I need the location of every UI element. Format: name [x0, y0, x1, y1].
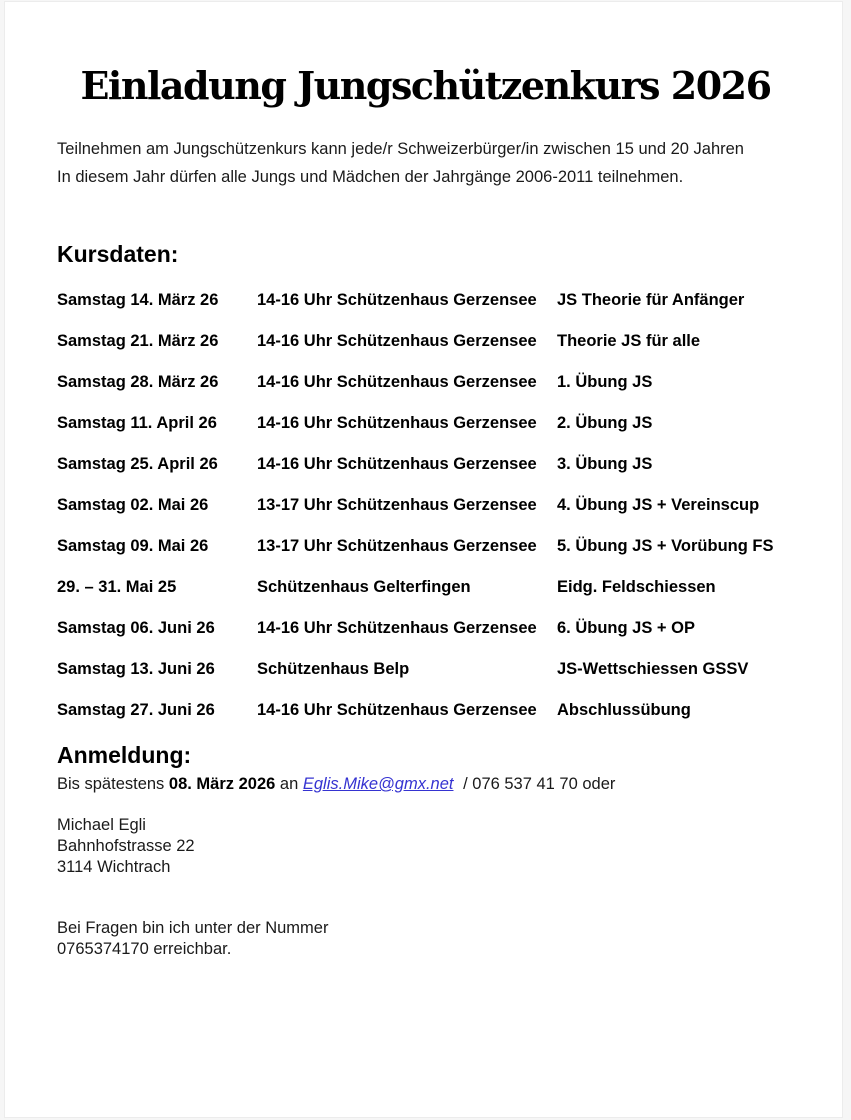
course-time-place: 14-16 Uhr Schützenhaus Gerzensee — [257, 332, 537, 350]
course-time-place: 14-16 Uhr Schützenhaus Gerzensee — [257, 619, 537, 637]
deadline-date: 08. März 2026 — [168, 775, 276, 793]
contact-name: Michael Egli — [57, 816, 146, 834]
course-program: 5. Übung JS + Vorübung FS — [557, 537, 774, 555]
deadline-phone: / 076 537 41 70 oder — [463, 775, 616, 793]
note-line: 0765374170 erreichbar. — [57, 940, 232, 958]
course-row — [57, 372, 794, 392]
course-row — [57, 659, 794, 679]
course-date: Samstag 09. Mai 26 — [57, 537, 209, 555]
course-date: Samstag 27. Juni 26 — [57, 701, 215, 719]
course-time-place: 14-16 Uhr Schützenhaus Gerzensee — [257, 701, 537, 719]
note-line: Bei Fragen bin ich unter der Nummer — [57, 919, 329, 937]
course-time-place: Schützenhaus Belp — [257, 660, 410, 678]
contact-street: Bahnhofstrasse 22 — [57, 837, 195, 855]
course-date: Samstag 25. April 26 — [57, 455, 218, 473]
intro-line: Teilnehmen am Jungschützenkurs kann jede/r Schweizerbürger/in zwischen 15 und 20 Jahren — [57, 140, 744, 158]
course-date: Samstag 14. März 26 — [57, 291, 219, 309]
course-program: 3. Übung JS — [557, 455, 653, 473]
course-date: 29. – 31. Mai 25 — [57, 578, 177, 596]
course-date: Samstag 11. April 26 — [57, 414, 217, 432]
course-row — [57, 577, 794, 597]
course-row — [57, 454, 794, 474]
course-table — [57, 290, 794, 720]
course-row — [57, 700, 794, 720]
course-program: 4. Übung JS + Vereinscup — [557, 496, 760, 514]
course-row — [57, 290, 794, 310]
anmeldung-heading: Anmeldung: — [57, 742, 192, 768]
contact-address — [57, 815, 794, 878]
kursdaten-heading: Kursdaten: — [57, 241, 179, 267]
course-row — [57, 536, 794, 556]
course-time-place: 14-16 Uhr Schützenhaus Gerzensee — [257, 455, 537, 473]
course-program: JS Theorie für Anfänger — [557, 291, 745, 309]
course-date: Samstag 21. März 26 — [57, 332, 219, 350]
course-program: Theorie JS für alle — [557, 332, 701, 350]
course-program: 6. Übung JS + OP — [557, 619, 695, 637]
contact-city: 3114 Wichtrach — [57, 858, 171, 876]
course-date: Samstag 28. März 26 — [57, 373, 219, 391]
email-link[interactable]: Eglis.Mike@gmx.net — [302, 775, 454, 793]
course-time-place: 14-16 Uhr Schützenhaus Gerzensee — [257, 414, 537, 432]
course-row — [57, 413, 794, 433]
course-row — [57, 331, 794, 351]
course-program: 2. Übung JS — [557, 414, 653, 432]
course-row — [57, 618, 794, 638]
course-time-place: 13-17 Uhr Schützenhaus Gerzensee — [257, 496, 537, 514]
deadline-connector: an — [279, 775, 299, 793]
course-date: Samstag 06. Juni 26 — [57, 619, 215, 637]
course-date: Samstag 02. Mai 26 — [57, 496, 209, 514]
course-program: Abschlussübung — [557, 701, 691, 719]
deadline-prefix: Bis spätestens — [57, 775, 165, 793]
course-time-place: 13-17 Uhr Schützenhaus Gerzensee — [257, 537, 537, 555]
document-page — [5, 2, 842, 1117]
course-time-place: 14-16 Uhr Schützenhaus Gerzensee — [257, 373, 537, 391]
course-program: JS-Wettschiessen GSSV — [557, 660, 749, 678]
course-time-place: 14-16 Uhr Schützenhaus Gerzensee — [257, 291, 537, 309]
contact-note — [57, 918, 794, 960]
course-date: Samstag 13. Juni 26 — [57, 660, 215, 678]
course-program: 1. Übung JS — [557, 373, 653, 391]
document-title: Einladung Jungschützenkurs 2026 — [80, 63, 771, 108]
deadline-line — [57, 774, 794, 795]
intro-line: In diesem Jahr dürfen alle Jungs und Mädchen der Jahrgänge 2006-2011 teilnehmen. — [57, 168, 684, 186]
course-row — [57, 495, 794, 515]
course-time-place: Schützenhaus Gelterfingen — [257, 578, 471, 596]
course-program: Eidg. Feldschiessen — [557, 578, 716, 596]
intro-paragraph — [57, 135, 794, 191]
